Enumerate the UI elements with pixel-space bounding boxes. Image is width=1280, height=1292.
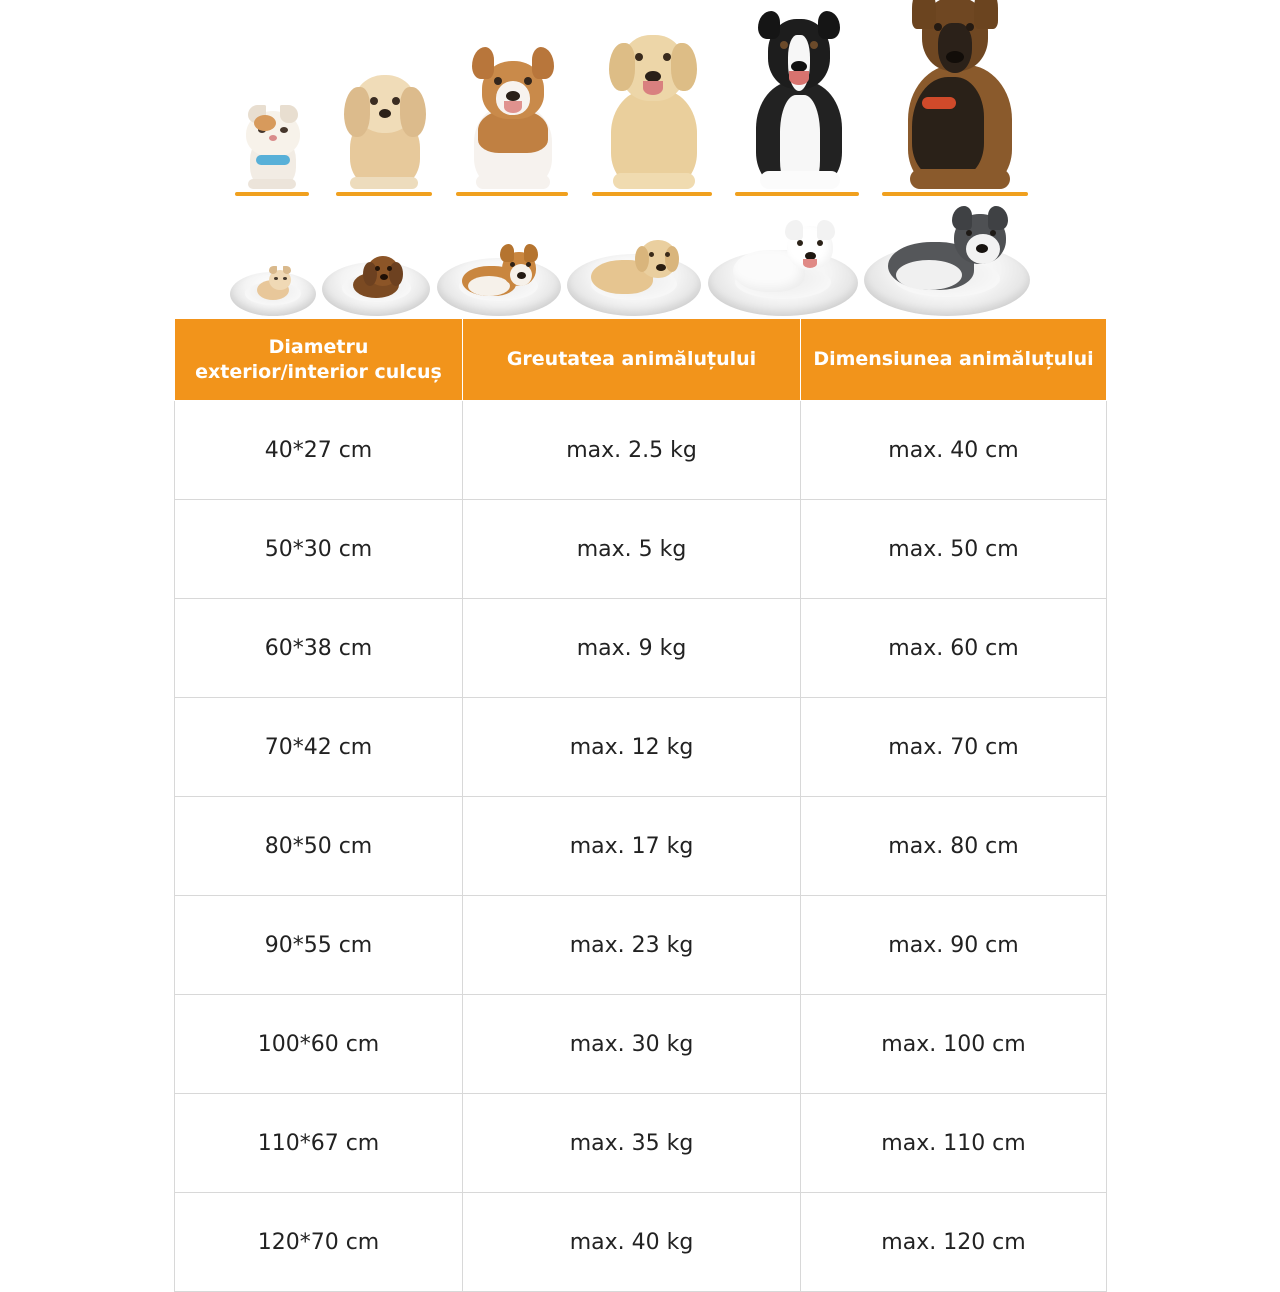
cell-weight: max. 5 kg <box>463 500 801 599</box>
cat-on-bed <box>253 268 293 302</box>
bed-with-poodle <box>322 248 430 316</box>
bed-with-husky <box>864 208 1030 316</box>
cell-weight: max. 23 kg <box>463 896 801 995</box>
bed-with-golden-retriever <box>567 232 701 316</box>
cell-size: max. 90 cm <box>801 896 1107 995</box>
pet-bed-size-table <box>174 318 1107 1292</box>
bed-with-corgi <box>437 240 561 316</box>
cell-size: max. 120 cm <box>801 1193 1107 1292</box>
cell-diameter: 70*42 cm <box>175 698 463 797</box>
table-row <box>175 896 1107 995</box>
cell-weight: max. 12 kg <box>463 698 801 797</box>
cell-diameter: 120*70 cm <box>175 1193 463 1292</box>
samoyed-on-bed <box>733 226 833 294</box>
cell-size: max. 60 cm <box>801 599 1107 698</box>
column-header-weight: Greutatea animăluțului <box>463 319 801 401</box>
cell-diameter: 60*38 cm <box>175 599 463 698</box>
cell-diameter: 40*27 cm <box>175 401 463 500</box>
golden-retriever-on-bed <box>591 238 677 296</box>
table-body <box>175 401 1107 1292</box>
pet-dog-maltipoo <box>332 69 436 196</box>
table-row <box>175 599 1107 698</box>
cell-size: max. 110 cm <box>801 1094 1107 1193</box>
cell-size: max. 70 cm <box>801 698 1107 797</box>
standing-pets-row <box>230 0 1030 196</box>
table-row <box>175 995 1107 1094</box>
pet-dog-german-shepherd <box>880 0 1030 196</box>
cell-weight: max. 2.5 kg <box>463 401 801 500</box>
table-row <box>175 1094 1107 1193</box>
poodle-on-bed <box>349 256 403 300</box>
cell-weight: max. 35 kg <box>463 1094 801 1193</box>
pet-dog-border-collie <box>732 11 862 196</box>
pet-size-illustration <box>0 0 1280 318</box>
pet-dog-golden-retriever <box>589 23 715 196</box>
cell-weight: max. 30 kg <box>463 995 801 1094</box>
corgi-on-bed <box>462 248 536 298</box>
table-header-row <box>175 319 1107 401</box>
column-header-diameter: Diametru exterior/interior culcuș <box>175 319 463 401</box>
table-row <box>175 500 1107 599</box>
cell-size: max. 40 cm <box>801 401 1107 500</box>
bed-with-cat <box>230 260 316 316</box>
table-row <box>175 797 1107 896</box>
cell-weight: max. 40 kg <box>463 1193 801 1292</box>
size-table-wrapper <box>174 318 1106 1292</box>
cell-diameter: 50*30 cm <box>175 500 463 599</box>
bed-with-samoyed <box>708 220 858 316</box>
pet-beds-row <box>230 196 1030 316</box>
cell-diameter: 100*60 cm <box>175 995 463 1094</box>
cell-size: max. 50 cm <box>801 500 1107 599</box>
cell-diameter: 80*50 cm <box>175 797 463 896</box>
table-row <box>175 1193 1107 1292</box>
cell-size: max. 80 cm <box>801 797 1107 896</box>
cell-diameter: 90*55 cm <box>175 896 463 995</box>
table-row <box>175 698 1107 797</box>
table-row <box>175 401 1107 500</box>
cell-size: max. 100 cm <box>801 995 1107 1094</box>
column-header-size: Dimensiunea animăluțului <box>801 319 1107 401</box>
husky-on-bed <box>888 214 1006 292</box>
pet-dog-corgi <box>453 47 571 196</box>
cell-diameter: 110*67 cm <box>175 1094 463 1193</box>
cell-weight: max. 17 kg <box>463 797 801 896</box>
pet-cat-exotic-shorthair <box>230 101 314 196</box>
cell-weight: max. 9 kg <box>463 599 801 698</box>
